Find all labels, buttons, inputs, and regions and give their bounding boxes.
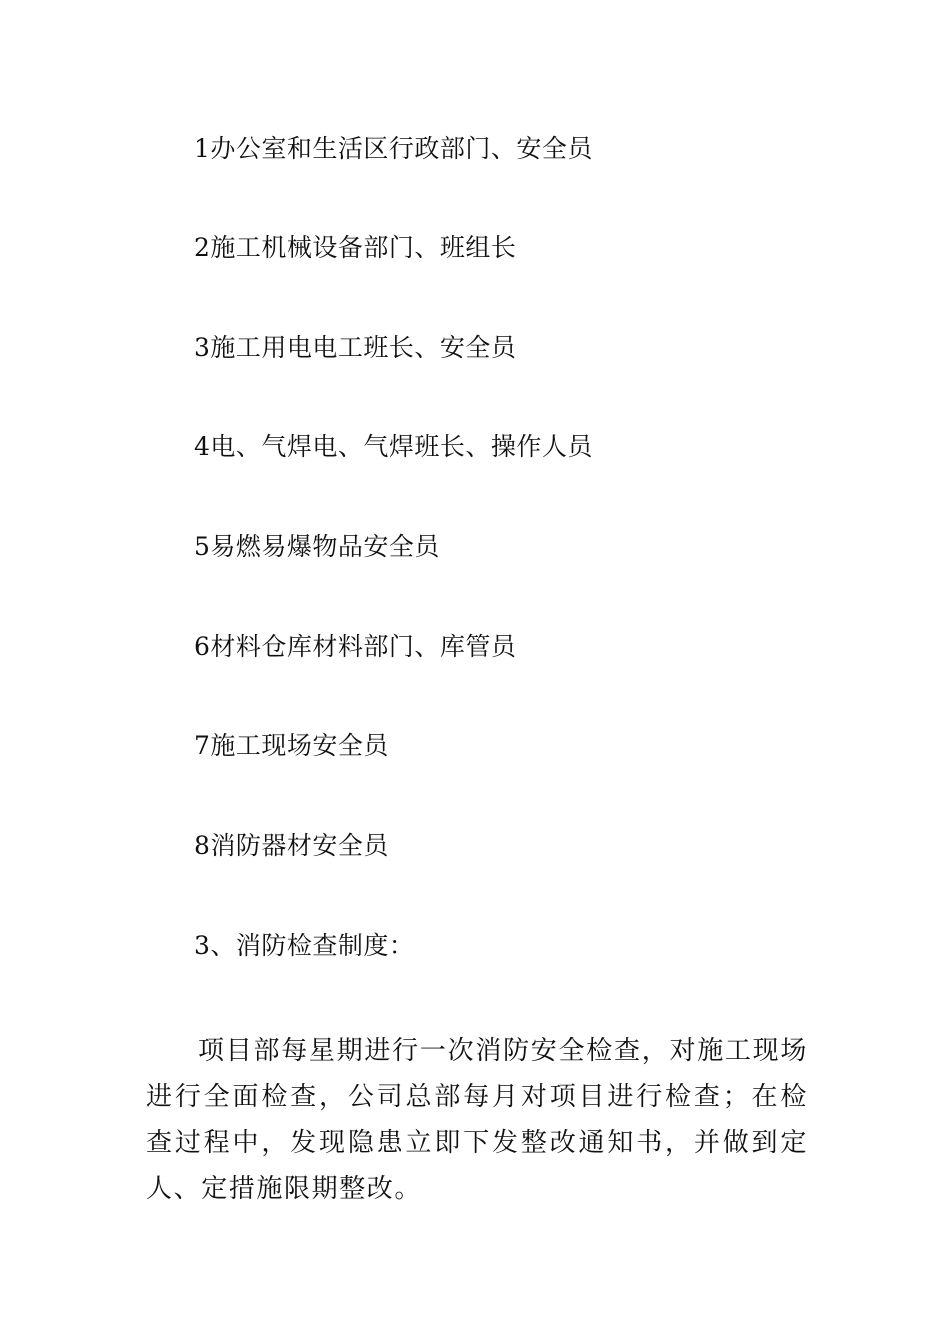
- list-item-7: 7施工现场安全员: [194, 731, 389, 760]
- list-item-5: 5易燃易爆物品安全员: [194, 532, 440, 561]
- list-item-2: 2施工机械设备部门、班组长: [194, 233, 517, 262]
- list-item-8: 8消防器材安全员: [194, 831, 389, 860]
- list-item-3: 3施工用电电工班长、安全员: [194, 333, 517, 362]
- body-paragraph: 项目部每星期进行一次消防安全检查，对施工现场进行全面检查，公司总部每月对项目进行检查；在检查过程中，发现隐患立即下发整改通知书，并做到定人、定措施限期整改。: [146, 1036, 808, 1204]
- list-item-6: 6材料仓库材料部门、库管员: [194, 632, 517, 661]
- list-item-1: 1办公室和生活区行政部门、安全员: [194, 134, 593, 163]
- section-heading: 3、消防检查制度：: [194, 931, 415, 960]
- list-item-4: 4电、气焊电、气焊班长、操作人员: [194, 432, 593, 461]
